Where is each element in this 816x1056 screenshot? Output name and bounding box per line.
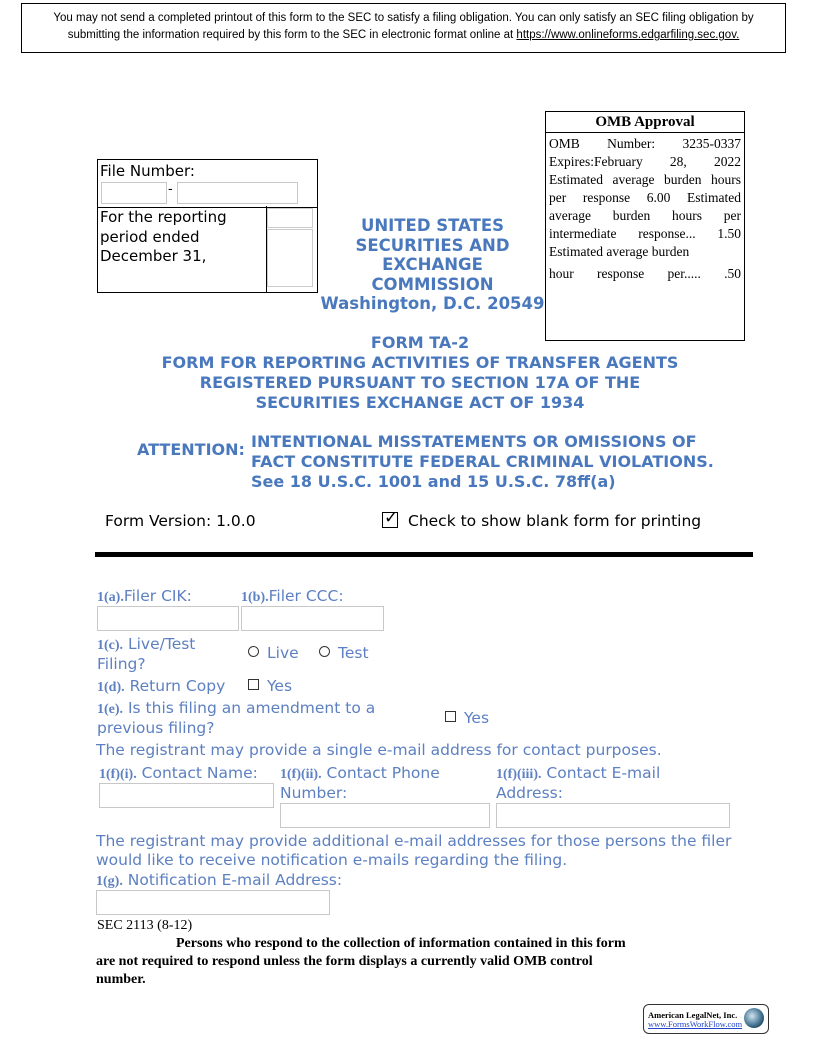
additional-email-note: The registrant may provide additional e-mail addresses for those persons the filer would like to receive notification e-mails regarding the filing.: [96, 832, 732, 869]
paperwork-notice: [96, 935, 716, 989]
blank-form-checkbox[interactable]: [382, 508, 702, 530]
form-title-line: SECURITIES EXCHANGE ACT OF 1934: [255, 393, 585, 412]
american-legalnet-logo: [643, 1004, 769, 1034]
omb-expires: Expires:February 28, 2022: [549, 154, 741, 169]
reporting-period-label: For the reporting period ended December 31,: [100, 208, 227, 265]
sec-form-code: SEC 2113 (8-12): [97, 918, 193, 933]
notice-line: number.: [96, 972, 146, 987]
checkbox-icon: [248, 679, 259, 690]
live-label: Live: [267, 644, 299, 662]
filer-cik-input[interactable]: [97, 606, 239, 631]
notification-email-label: Notification E-mail Address:: [127, 871, 343, 889]
field-number: 1(g).: [96, 874, 123, 889]
contact-email-label: Contact E-mail Address:: [496, 764, 661, 802]
agency-line: UNITED STATES: [360, 216, 505, 235]
contact-name-label: Contact Name:: [141, 764, 258, 782]
field-number: 1(b).: [241, 590, 269, 605]
filer-ccc-input[interactable]: [241, 606, 384, 631]
omb-burden: Estimated average burden hours per response 6.00 Estimated average burden hours per intermediate response... 1.50 Estimated average burden: [549, 172, 741, 259]
omb-burden-per: hour response per..... .50: [549, 266, 741, 281]
filer-ccc-label: Filer CCC:: [268, 587, 344, 605]
period-year-input[interactable]: [267, 229, 313, 287]
contact-note: The registrant may provide a single e-mail address for contact purposes.: [96, 741, 662, 759]
agency-line: EXCHANGE: [382, 255, 483, 274]
notification-email-input[interactable]: [96, 890, 330, 915]
agency-address: Washington, D.C. 20549: [320, 294, 545, 313]
globe-icon: [744, 1008, 764, 1028]
form-title-line: REGISTERED PURSUANT TO SECTION 17A OF THE: [199, 373, 641, 392]
field-number: 1(e).: [97, 702, 124, 717]
notice-line: Persons who respond to the collection of information contained in this form: [176, 936, 626, 951]
amendment-checkbox[interactable]: [445, 709, 489, 728]
file-number-label: File Number:: [100, 162, 195, 180]
file-number-box: [97, 159, 318, 208]
attention-line: See 18 U.S.C. 1001 and 15 U.S.C. 78ff(a): [251, 472, 616, 491]
form-title-line: FORM FOR REPORTING ACTIVITIES OF TRANSFER AGENTS: [161, 353, 679, 372]
form-number: FORM TA-2: [370, 333, 470, 352]
divider: [95, 552, 753, 557]
field-number: 1(d).: [97, 680, 125, 695]
test-label: Test: [338, 644, 369, 662]
live-radio[interactable]: [248, 644, 299, 663]
file-number-prefix-input[interactable]: [101, 182, 167, 204]
field-number: 1(f)(iii).: [496, 767, 542, 782]
form-title: [100, 333, 740, 413]
notice-line: You may not send a completed printout of this form to the SEC to satisfy a filing obligation. You can only satisfy an SEC filing obligation by: [53, 12, 754, 24]
filer-cik-label: Filer CIK:: [123, 587, 192, 605]
test-radio[interactable]: [319, 644, 369, 663]
agency-line: SECURITIES AND: [355, 235, 510, 255]
omb-title: OMB Approval: [546, 112, 744, 133]
notice-line: submitting the information required by this form to the SEC in electronic format online at: [67, 29, 517, 41]
field-number: 1(a).: [97, 590, 124, 605]
file-number-input[interactable]: [177, 182, 298, 204]
amendment-label: Is this filing an amendment to a previous filing?: [97, 699, 376, 737]
agency-heading: [310, 216, 555, 314]
attention-line: FACT CONSTITUTE FEDERAL CRIMINAL VIOLATIONS.: [251, 452, 714, 471]
form-version: Form Version: 1.0.0: [105, 512, 256, 530]
logo-link[interactable]: www.FormsWorkFlow.com: [648, 1019, 743, 1029]
attention-label: ATTENTION:: [137, 440, 245, 459]
edgar-link[interactable]: https://www.onlineforms.edgarfiling.sec.gov.: [516, 29, 740, 41]
blank-form-label: Check to show blank form for printing: [408, 512, 702, 530]
checkbox-icon: [445, 711, 456, 722]
contact-name-input[interactable]: [99, 783, 274, 808]
checkmark-icon: ✓: [384, 508, 399, 528]
electronic-filing-notice: [21, 3, 786, 53]
return-copy-label: Return Copy: [129, 677, 226, 695]
omb-approval-box: [545, 111, 745, 341]
reporting-period-box: [97, 206, 318, 293]
contact-email-input[interactable]: [496, 803, 730, 828]
amendment-yes: Yes: [464, 709, 490, 727]
radio-icon: [248, 646, 259, 657]
live-test-label: Live/Test Filing?: [97, 635, 196, 673]
attention-text: [251, 432, 714, 492]
field-number: 1(c).: [97, 638, 124, 653]
logo-name: American LegalNet, Inc.: [648, 1010, 738, 1020]
notice-line: are not required to respond unless the form displays a currently valid OMB control: [96, 954, 593, 969]
agency-line: COMMISSION: [371, 274, 494, 294]
contact-phone-label: Contact Phone Number:: [280, 764, 440, 802]
period-month-input[interactable]: [267, 208, 313, 228]
attention-line: INTENTIONAL MISSTATEMENTS OR OMISSIONS OF: [251, 432, 697, 451]
radio-icon: [319, 646, 330, 657]
return-copy-checkbox[interactable]: [248, 677, 292, 696]
return-copy-yes: Yes: [267, 677, 293, 695]
omb-number: OMB Number: 3235-0337: [549, 136, 741, 151]
field-number: 1(f)(i).: [99, 767, 137, 782]
field-number: 1(f)(ii).: [280, 767, 322, 782]
file-number-dash: -: [168, 182, 173, 197]
contact-phone-input[interactable]: [280, 803, 490, 828]
